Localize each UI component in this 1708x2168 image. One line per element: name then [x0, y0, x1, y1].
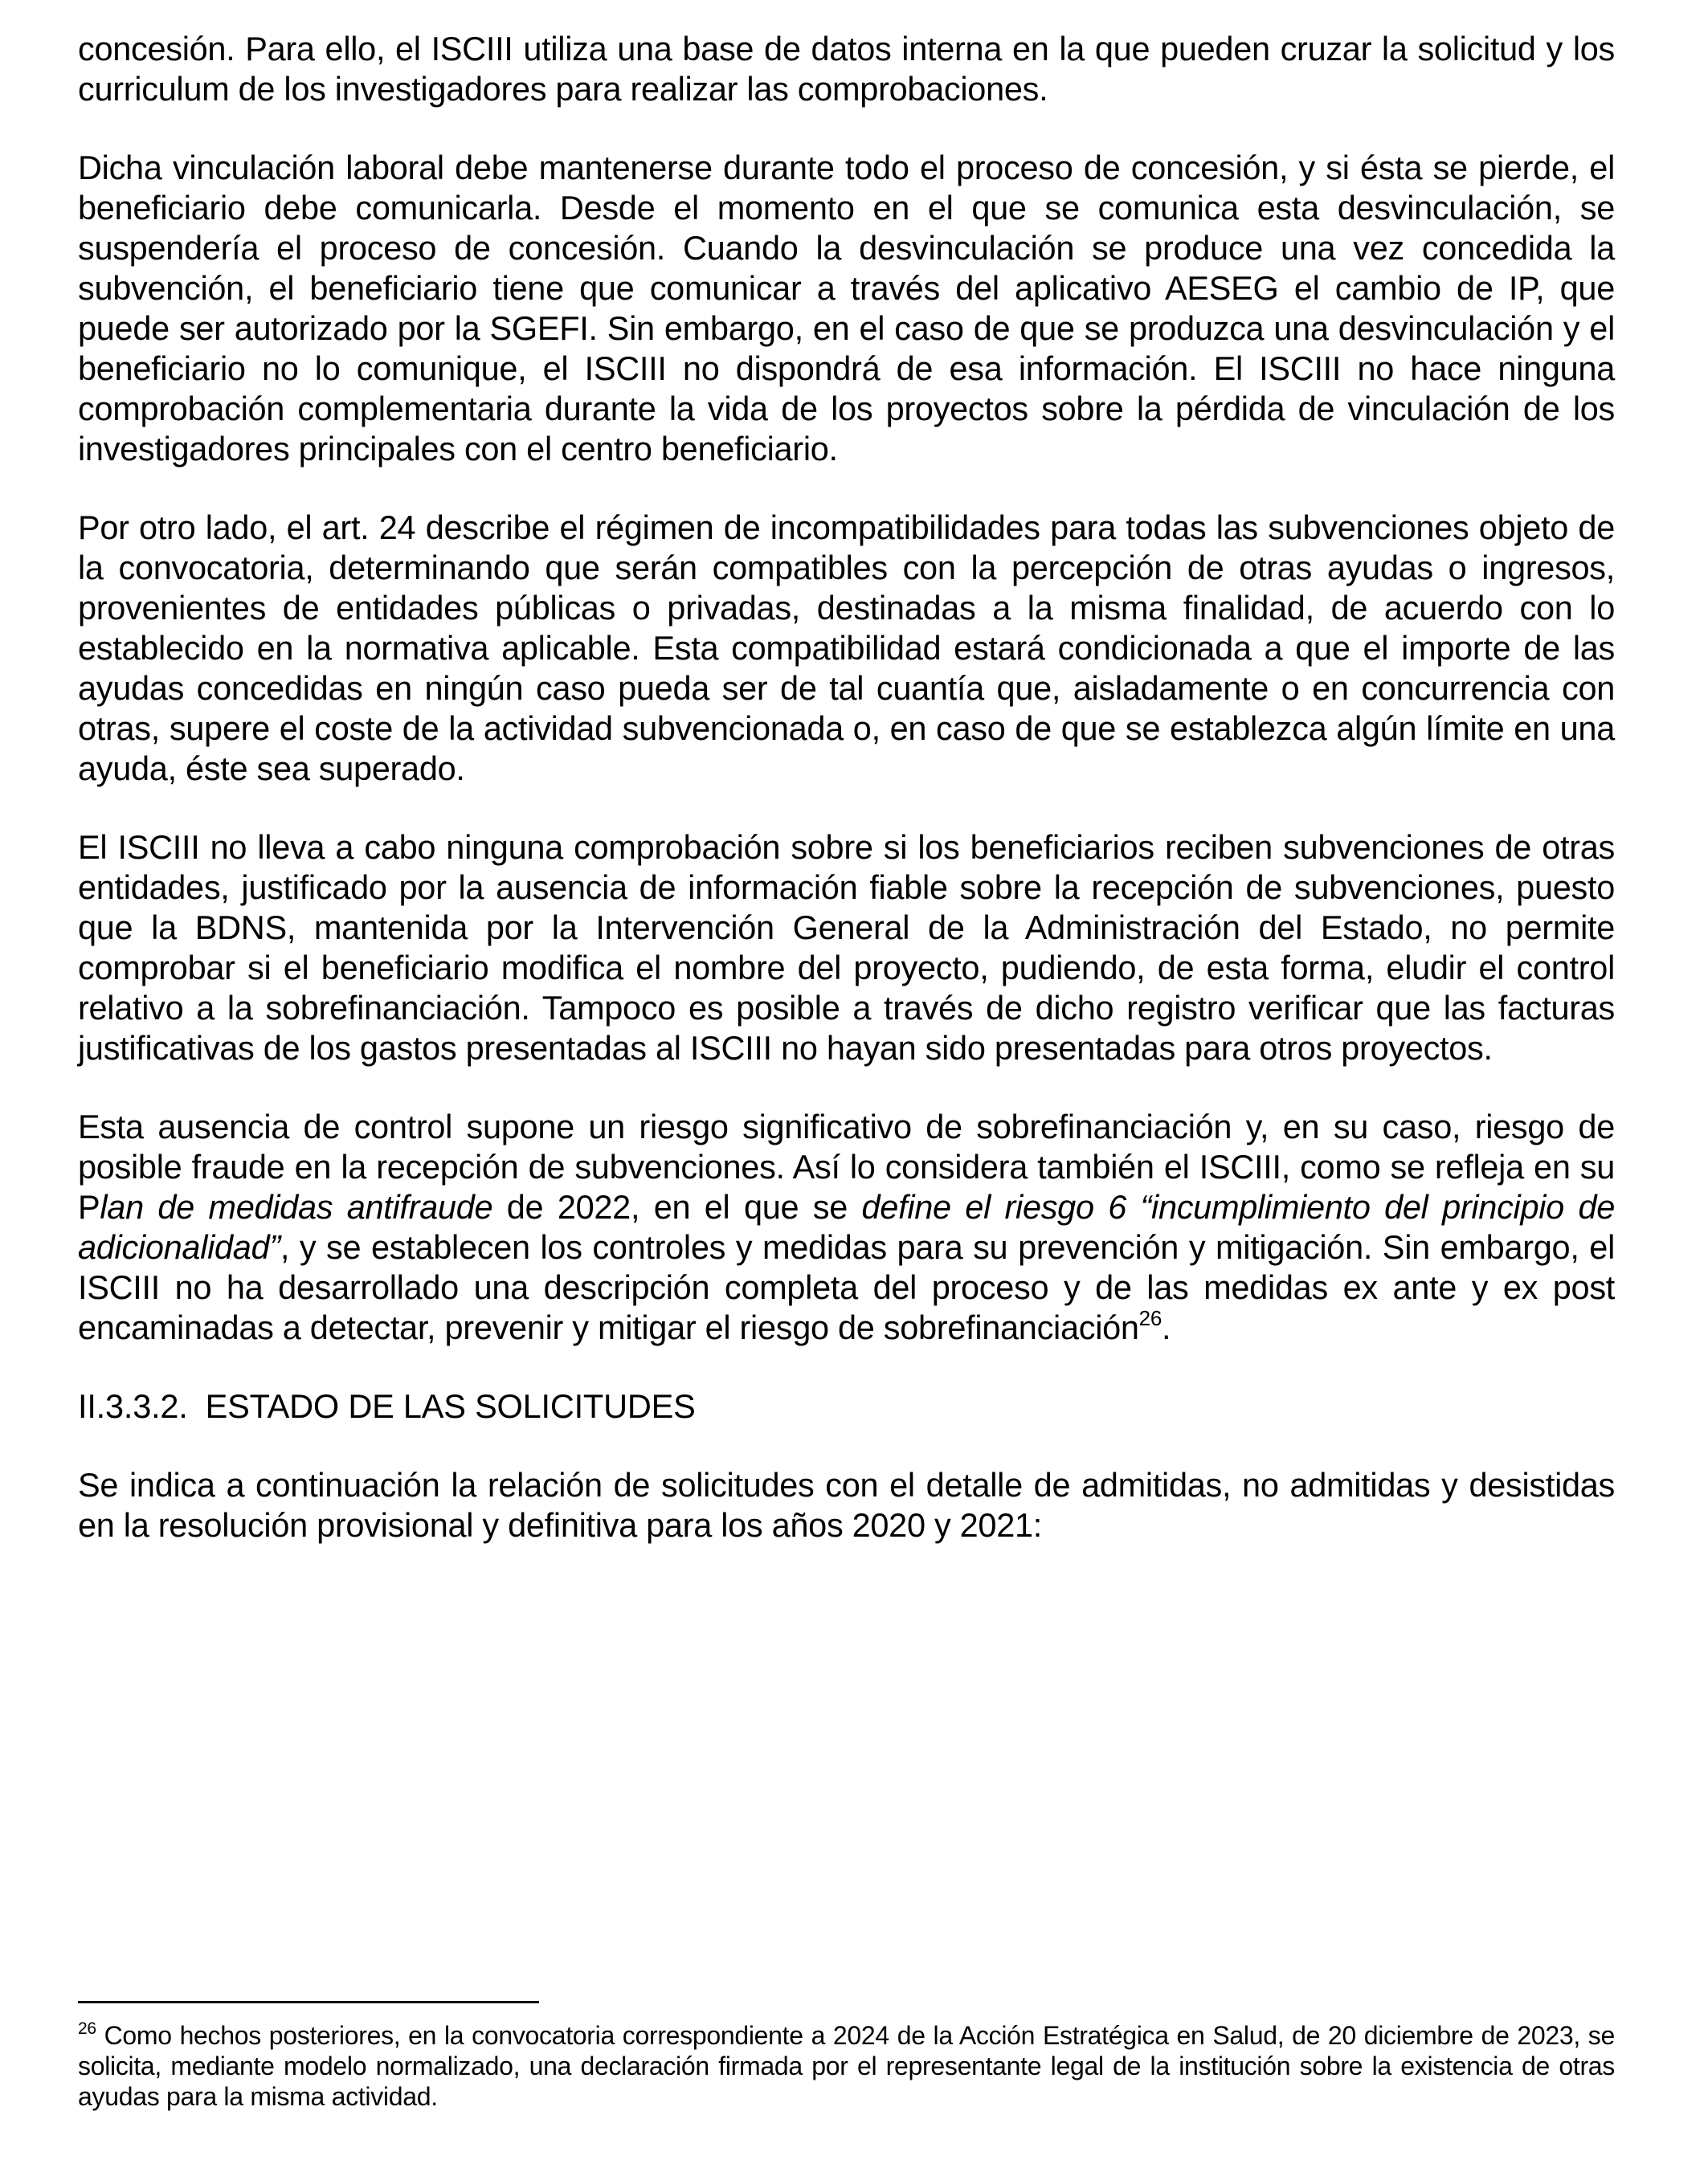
paragraph-incompatibilidades: Por otro lado, el art. 24 describe el régimen de incompatibilidades para todas las subvenciones objeto de la convocatoria, determinando que serán compatibles con la percepción de otras ayudas o ingresos, provenientes de entidades públicas o privadas, destinadas a la misma finalidad, de acuerdo con lo establecido en la normativa aplicable. Esta compatibilidad estará condicionada a que el importe de las ayudas concedidas en ningún caso pueda ser de tal cuantía que, aisladamente o en concurrencia con otras, supere el coste de la actividad subvencionada o, en caso de que se establezca algún límite en una ayuda, éste sea superado.	[78, 508, 1615, 787]
text-segment: .	[1162, 1309, 1171, 1346]
footnote-number: 26	[78, 2019, 96, 2039]
section-number: II.3.3.2.	[78, 1387, 188, 1425]
italic-plan-antifraude: lan de medidas antifraude	[100, 1188, 493, 1226]
text-segment: de 2022, en el que se	[492, 1188, 862, 1226]
section-title: ESTADO DE LAS SOLICITUDES	[205, 1387, 696, 1425]
text-segment: , y se establecen los controles y medidas para su prevención y mitigación. Sin embargo, el ISCIII no ha desarrollado una descripción completa del proceso y de las medidas ex ante y ex post encaminadas a detectar, prevenir y mitigar el riesgo de sobrefinanciación	[78, 1228, 1615, 1346]
paragraph-vinculacion-laboral: Dicha vinculación laboral debe mantenerse durante todo el proceso de concesión, y si ésta se pierde, el beneficiario debe comunicarla. Desde el momento en el que se comunica esta desvinculación, se suspendería el proceso de concesión. Cuando la desvinculación se produce una vez concedida la subvención, el beneficiario tiene que comunicar a través del aplicativo AESEG el cambio de IP, que puede ser autorizado por la SGEFI. Sin embargo, en el caso de que se produzca una desvinculación y el beneficiario no lo comunique, el ISCIII no dispondrá de esa información. El ISCIII no hace ninguna comprobación complementaria durante la vida de los proyectos sobre la pérdida de vinculación de los investigadores principales con el centro beneficiario.	[78, 149, 1615, 467]
paragraph-consulta-base-datos: concesión. Para ello, el ISCIII utiliza una base de datos interna en la que pueden cruzar la solicitud y los curriculum de los investigadores para realizar las comprobaciones.	[78, 30, 1615, 108]
document-page	[78, 29, 1615, 1584]
paragraph-comprobacion-bdns: El ISCIII no lleva a cabo ninguna comprobación sobre si los beneficiarios reciben subvenciones de otras entidades, justificado por la ausencia de información fiable sobre la recepción de subvenciones, puesto que la BDNS, mantenida por la Intervención General de la Administración del Estado, no permite comprobar si el beneficiario modifica el nombre del proyecto, pudiendo, de esta forma, eludir el control relativo a la sobrefinanciación. Tampoco es posible a través de dicho registro verificar que las facturas justificativas de los gastos presentadas al ISCIII no hayan sido presentadas para otros proyectos.	[78, 828, 1615, 1067]
paragraph-riesgo-sobrefinanciacion	[78, 1107, 1615, 1348]
text-segment: Esta ausencia de control supone un riesgo significativo de sobrefinanciación y, en su caso, riesgo de posible fraude en la recepción de subvenciones. Así lo considera también el ISCIII, como se refleja en su P	[78, 1108, 1615, 1226]
footnote-reference-26[interactable]: 26	[1138, 1306, 1162, 1331]
section-heading	[78, 1386, 1615, 1427]
paragraph-relacion-solicitudes: Se indica a continuación la relación de solicitudes con el detalle de admitidas, no admitidas y desistidas en la resolución provisional y definitiva para los años 2020 y 2021:	[78, 1466, 1615, 1544]
italic-riesgo-6: define el riesgo 6 “incumplimiento del principio de adicionalidad”	[78, 1188, 1616, 1266]
footnote-text: Como hechos posteriores, en la convocatoria correspondiente a 2024 de la Acción Estratégica en Salud, de 20 diciembre de 2023, se solicita, mediante modelo normalizado, una declaración firmada por el representante legal de la institución sobre la existencia de otras ayudas para la misma actividad.	[78, 2021, 1615, 2111]
footnote-26	[78, 2020, 1615, 2112]
footnote-separator	[78, 2001, 539, 2003]
footnotes-area	[78, 2001, 1615, 2112]
